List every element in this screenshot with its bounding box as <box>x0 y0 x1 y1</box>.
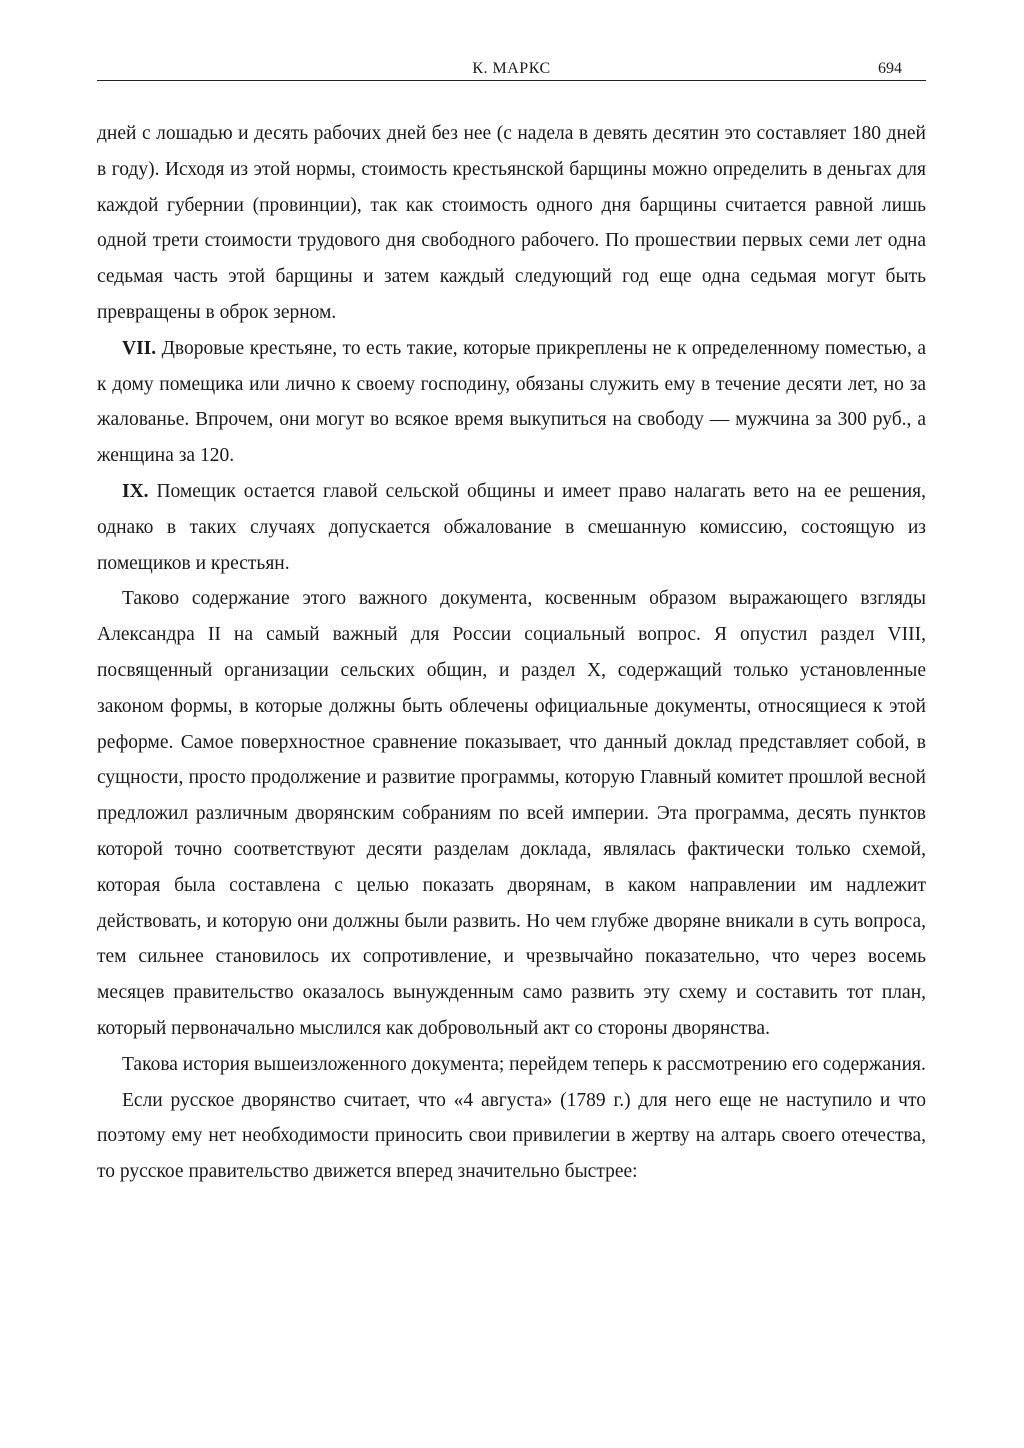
paragraph-text: Таково содержание этого важного документа, косвенным образом выражающего взгляды Александра II на самый важный для России социальный вопрос. Я опустил раздел VIII, посвященный организации сельских общин, и раздел X, содержащий только установленные законом формы, в которые должны быть облечены официальные документы, относящиеся к этой реформе. Самое поверхностное сравнение показывает, что данный доклад представляет собой, в сущности, просто продолжение и развитие программы, которую Главный комитет прошлой весной предложил различным дворянским собраниям по всей империи. Эта программа, десять пунктов которой точно соответствуют десяти разделам доклада, являлась фактически только схемой, которая была составлена с целью показать дворянам, в каком направлении им надлежит действовать, и которую они должны были развить. Но чем глубже дворяне вникали в суть вопроса, тем сильнее становилось их сопротивление, и чрезвычайно показательно, что через восемь месяцев правительство оказалось вынужденным само развить эту схему и составить тот план, который первоначально мыслился как добровольный акт со стороны дворянства. <box>97 588 926 1039</box>
paragraph-4 <box>97 581 926 1046</box>
page-body <box>97 116 926 1190</box>
paragraph-1 <box>97 116 926 331</box>
paragraph-text: Если русское дворянство считает, что «4 августа» (1789 г.) для него еще не наступило и что поэтому ему нет необходимости приносить свои привилегии в жертву на алтарь своего отечества, то русское правительство движется вперед значительно быстрее: <box>97 1089 926 1183</box>
section-number: VII. <box>122 337 157 359</box>
paragraph-text: дней с лошадью и десять рабочих дней без нее (с надела в девять десятин это составляет 180 дней в году). Исходя из этой нормы, стоимость крестьянской барщины можно определить в деньгах для каждой губернии (провинции), так как стоимость одного дня барщины считается равной лишь одной трети стоимости трудового дня свободного рабочего. По прошествии первых семи лет одна седьмая часть этой барщины и затем каждый следующий год еще одна седьмая могут быть превращены в оброк зерном. <box>97 123 926 323</box>
paragraph-section-ix <box>97 474 926 581</box>
paragraph-text: Такова история вышеизложенного документа; перейдем теперь к рассмотрению его содержания. <box>122 1053 926 1075</box>
running-header <box>97 60 926 81</box>
section-number: IX. <box>122 480 149 502</box>
paragraph-6 <box>97 1083 926 1190</box>
header-title: К. МАРКС <box>472 60 551 77</box>
page-number: 694 <box>878 60 902 77</box>
paragraph-5 <box>97 1047 926 1083</box>
paragraph-text: Дворовые крестьяне, то есть такие, которые прикреплены не к определенному поместью, а к дому помещика или лично к своему господину, обязаны служить ему в течение десяти лет, но за жалованье. Впрочем, они могут во всякое время выкупиться на свободу — мужчина за 300 руб., а женщина за 120. <box>97 337 926 467</box>
paragraph-text: Помещик остается главой сельской общины и имеет право налагать вето на ее решения, однако в таких случаях допускается обжалование в смешанную комиссию, состоящую из помещиков и крестьян. <box>97 480 926 574</box>
paragraph-section-vii <box>97 331 926 474</box>
